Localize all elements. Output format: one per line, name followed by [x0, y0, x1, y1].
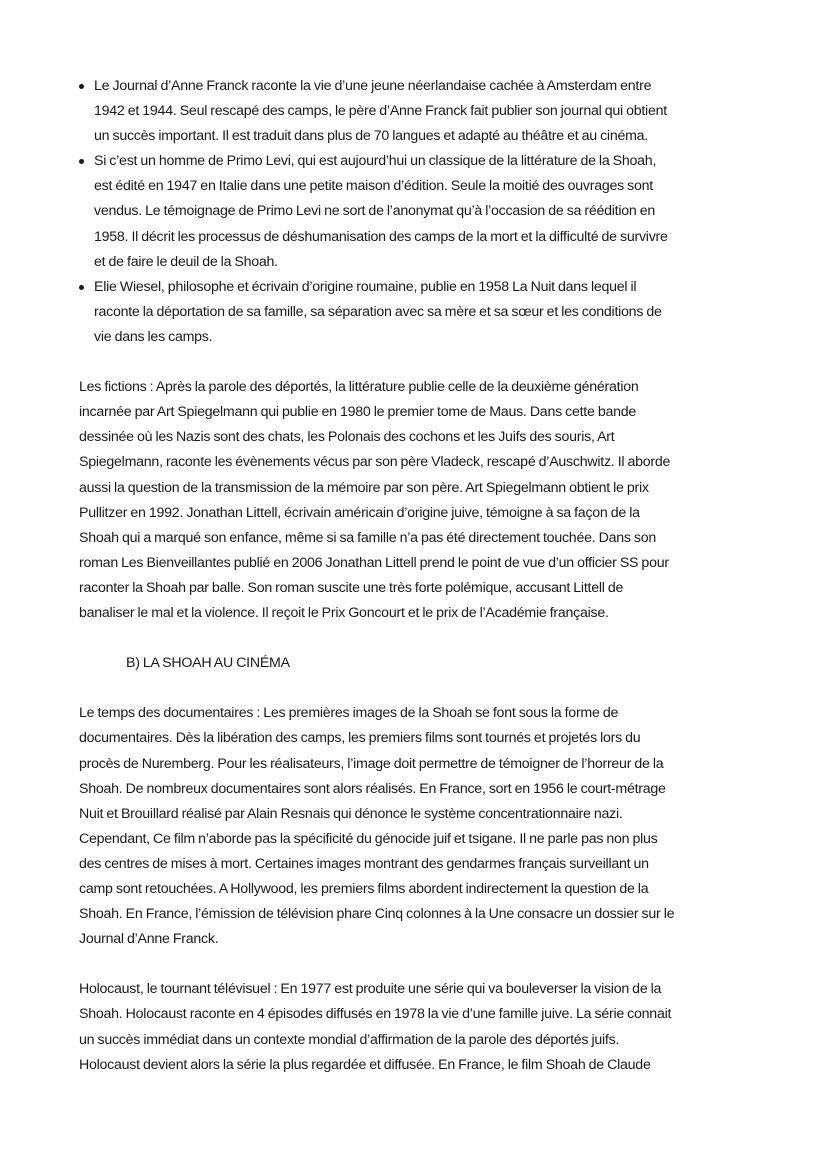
- text-line: des centres de mises à mort. Certaines images montrant des gendarmes français surveillant un: [79, 855, 649, 872]
- paragraph-holocaust: [79, 977, 769, 1077]
- text-line: et de faire le deuil de la Shoah.: [94, 253, 278, 270]
- text-line: Si c’est un homme de Primo Levi, qui est aujourd’hui un classique de la littérature de la Shoah,: [94, 153, 657, 170]
- document-body: [79, 74, 769, 1078]
- bullet-icon: [79, 159, 84, 164]
- text-line: camp sont retouchées. A Hollywood, les premiers films abordent indirectement la question de la: [79, 881, 649, 897]
- text-line: Cependant, Ce film n’aborde pas la spécificité du génocide juif et tsigane. Il ne parle pas non plus: [79, 830, 658, 847]
- text-line: Shoah qui a marqué son enfance, même si sa famille n’a pas été directement touchée. Dans son: [79, 529, 657, 546]
- bullet-item-anne-franck: [79, 74, 769, 149]
- text-line: Elie Wiesel, philosophe et écrivain d’origine roumaine, publie en 1958 La Nuit dans lequel il: [94, 278, 637, 295]
- text-line: Pullitzer en 1992. Jonathan Littell, écrivain américain d’origine juive, témoigne à sa façon de la: [79, 504, 640, 521]
- text-line: vie dans les camps.: [94, 328, 213, 345]
- paragraph-spacer: [79, 626, 769, 651]
- bullet-icon: [79, 285, 84, 290]
- bullet-icon: [79, 84, 84, 89]
- text-line: procès de Nuremberg. Pour les réalisateurs, l’image doit permettre de témoigner de l’horreur de la: [79, 755, 664, 772]
- text-line: Les fictions : Après la parole des déportés, la littérature publie celle de la deuxième génération: [79, 379, 639, 396]
- text-line: Le temps des documentaires : Les premières images de la Shoah se font sous la forme de: [79, 705, 619, 722]
- text-line: Nuit et Brouillard réalisé par Alain Resnais qui dénonce le système concentrationnaire nazi.: [79, 805, 623, 822]
- testimony-bullet-list: [79, 74, 769, 350]
- text-line: Holocaust, le tournant télévisuel : En 1977 est produite une série qui va bouleverser la vision de la: [79, 981, 662, 998]
- paragraph-spacer: [79, 350, 769, 375]
- section-heading: B) LA SHOAH AU CINÉMA: [126, 655, 290, 672]
- text-line: dessinée où les Nazis sont des chats, les Polonais des cochons et les Juifs des souris, Art: [79, 429, 615, 446]
- paragraph-documentaires: [79, 701, 769, 952]
- text-line: un succès immédiat dans un contexte mondial d’affirmation de la parole des déportés juifs.: [79, 1031, 620, 1048]
- text-line: Journal d’Anne Franck.: [79, 931, 219, 948]
- paragraph-spacer: [79, 676, 769, 701]
- text-line: vendus. Le témoignage de Primo Levi ne sort de l’anonymat qu’à l’occasion de sa réédition en: [94, 203, 656, 220]
- bullet-item-elie-wiesel: [79, 275, 769, 350]
- paragraph-fictions: [79, 375, 769, 626]
- text-line: roman Les Bienveillantes publié en 2006 Jonathan Littell prend le point de vue d’un officier SS pour: [79, 554, 669, 571]
- text-line: 1958. Il décrit les processus de déshumanisation des camps de la mort et la difficulté de survivre: [94, 228, 668, 245]
- text-line: aussi la question de la transmission de la mémoire par son père. Art Spiegelmann obtient le prix: [79, 479, 649, 496]
- bullet-item-primo-levi: [79, 149, 769, 274]
- text-line: Spiegelmann, raconte les évènements vécus par son père Vladeck, rescapé d’Auschwitz. Il aborde: [79, 454, 671, 471]
- text-line: Le Journal d’Anne Franck raconte la vie d’une jeune néerlandaise cachée à Amsterdam entre: [94, 78, 652, 94]
- text-line: documentaires. Dès la libération des camps, les premiers films sont tournés et projetés lors du: [79, 730, 641, 747]
- text-line: est édité en 1947 en Italie dans une petite maison d’édition. Seule la moitié des ouvrages sont: [94, 178, 653, 195]
- text-line: Holocaust devient alors la série la plus regardée et diffusée. En France, le film Shoah de Claude: [79, 1056, 651, 1073]
- text-line: banaliser le mal et la violence. Il reçoit le Prix Goncourt et le prix de l’Académie française.: [79, 604, 609, 621]
- text-line: 1942 et 1944. Seul rescapé des camps, le père d’Anne Franck fait publier son journal qui obtient: [94, 103, 667, 120]
- text-line: un succès important. Il est traduit dans plus de 70 langues et adapté au théâtre et au cinéma.: [94, 128, 648, 145]
- text-line: Shoah. De nombreux documentaires sont alors réalisés. En France, sort en 1956 le court-métrage: [79, 780, 666, 797]
- text-line: raconter la Shoah par balle. Son roman suscite une très forte polémique, accusant Littell de: [79, 579, 624, 596]
- paragraph-spacer: [79, 952, 769, 977]
- text-line: Shoah. En France, l’émission de télévision phare Cinq colonnes à la Une consacre un dossier sur le: [79, 906, 675, 923]
- text-line: raconte la déportation de sa famille, sa séparation avec sa mère et sa sœur et les conditions de: [94, 303, 662, 320]
- text-line: incarnée par Art Spiegelmann qui publie en 1980 le premier tome de Maus. Dans cette bande: [79, 404, 637, 421]
- text-line: Shoah. Holocaust raconte en 4 épisodes diffusés en 1978 la vie d’une famille juive. La série connait: [79, 1006, 672, 1023]
